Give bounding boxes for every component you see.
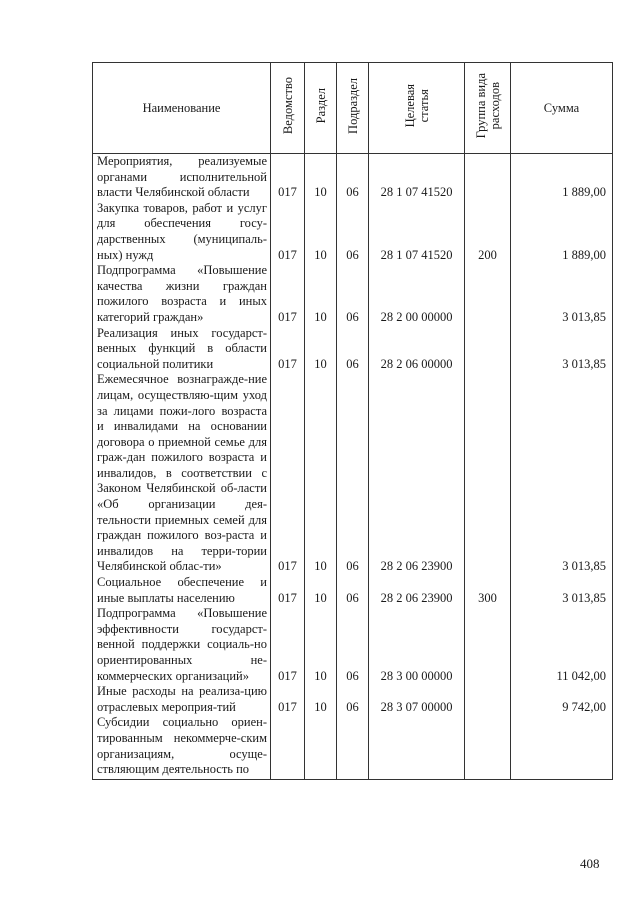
- row-amount: 3 013,85: [511, 372, 613, 575]
- table-row: [93, 263, 613, 325]
- header-subsection: Подраздел: [337, 63, 369, 154]
- row-dept: 017: [271, 326, 305, 373]
- page-number: 408: [580, 856, 600, 871]
- row-amount: 1 889,00: [511, 154, 613, 201]
- row-amount: 3 013,85: [511, 575, 613, 606]
- row-name: Мероприятия, реализуемые органами исполнительной власти Челябинской области: [93, 154, 271, 201]
- row-expense-group: [465, 684, 511, 715]
- row-subsection: [337, 715, 369, 780]
- row-expense-group: [465, 326, 511, 373]
- table-row: [93, 606, 613, 684]
- row-section: 10: [305, 326, 337, 373]
- row-target: 28 2 06 23900: [369, 372, 465, 575]
- table-row: [93, 326, 613, 373]
- row-name: Иные расходы на реализа-цию отраслевых мероприя-тий: [93, 684, 271, 715]
- table-body: [93, 154, 613, 780]
- row-subsection: 06: [337, 326, 369, 373]
- row-name: Подпрограмма «Повышение эффективности государст-венной поддержки социаль-но ориентированных не-коммерческих организаций»: [93, 606, 271, 684]
- row-expense-group: [465, 263, 511, 325]
- row-section: 10: [305, 606, 337, 684]
- row-name: Подпрограмма «Повышение качества жизни граждан пожилого возраста и иных категорий граждан»: [93, 263, 271, 325]
- row-expense-group: 300: [465, 575, 511, 606]
- row-section: 10: [305, 575, 337, 606]
- row-target: 28 1 07 41520: [369, 201, 465, 263]
- row-dept: 017: [271, 263, 305, 325]
- row-target: [369, 715, 465, 780]
- row-target: 28 3 07 00000: [369, 684, 465, 715]
- budget-table: [92, 62, 613, 780]
- row-target: 28 2 00 00000: [369, 263, 465, 325]
- row-subsection: 06: [337, 263, 369, 325]
- table-row: [93, 684, 613, 715]
- row-amount: 1 889,00: [511, 201, 613, 263]
- row-subsection: 06: [337, 575, 369, 606]
- header-name: Наименование: [93, 63, 271, 154]
- row-name: Ежемесячное вознагражде-ние лицам, осуществляю-щим уход за лицами пожи-лого возраста и инвалидами на основании договора о приемной семье для граж-дан пожилого возраста и инвалидов, в соответствии с Законом Челябинской об-ласти «Об организации дея-тельности приемных семей для граждан пожилого воз-раста и инвалидов на терри-тории Челябинской облас-ти»: [93, 372, 271, 575]
- row-name: Субсидии социально ориен-тированным некоммерче-ским организациям, осуще-ствляющим деятельность по: [93, 715, 271, 780]
- row-target: 28 2 06 00000: [369, 326, 465, 373]
- header-dept: Ведомство: [271, 63, 305, 154]
- row-section: 10: [305, 201, 337, 263]
- row-section: 10: [305, 263, 337, 325]
- table-row: [93, 154, 613, 201]
- header-expense-group: Группа вида расходов: [465, 63, 511, 154]
- row-amount: [511, 715, 613, 780]
- row-dept: 017: [271, 201, 305, 263]
- row-expense-group: [465, 154, 511, 201]
- row-expense-group: [465, 372, 511, 575]
- row-target: 28 3 00 00000: [369, 606, 465, 684]
- row-expense-group: 200: [465, 201, 511, 263]
- table-row: [93, 575, 613, 606]
- row-expense-group: [465, 715, 511, 780]
- table-header: [93, 63, 613, 154]
- table-row: [93, 201, 613, 263]
- row-name: Закупка товаров, работ и услуг для обеспечения госу-дарственных (муниципаль-ных) нужд: [93, 201, 271, 263]
- row-section: 10: [305, 154, 337, 201]
- row-subsection: 06: [337, 372, 369, 575]
- row-expense-group: [465, 606, 511, 684]
- row-amount: 3 013,85: [511, 326, 613, 373]
- row-section: 10: [305, 684, 337, 715]
- row-subsection: 06: [337, 606, 369, 684]
- row-dept: 017: [271, 372, 305, 575]
- row-amount: 9 742,00: [511, 684, 613, 715]
- header-amount: Сумма: [511, 63, 613, 154]
- row-name: Социальное обеспечение и иные выплаты населению: [93, 575, 271, 606]
- row-dept: 017: [271, 606, 305, 684]
- table-row: [93, 715, 613, 780]
- row-target: 28 1 07 41520: [369, 154, 465, 201]
- row-subsection: 06: [337, 684, 369, 715]
- row-dept: [271, 715, 305, 780]
- row-subsection: 06: [337, 201, 369, 263]
- row-amount: 3 013,85: [511, 263, 613, 325]
- header-target: Целевая статья: [369, 63, 465, 154]
- table-row: [93, 372, 613, 575]
- row-dept: 017: [271, 684, 305, 715]
- row-section: 10: [305, 372, 337, 575]
- row-amount: 11 042,00: [511, 606, 613, 684]
- row-subsection: 06: [337, 154, 369, 201]
- row-target: 28 2 06 23900: [369, 575, 465, 606]
- row-dept: 017: [271, 575, 305, 606]
- header-section: Раздел: [305, 63, 337, 154]
- row-dept: 017: [271, 154, 305, 201]
- row-name: Реализация иных государст-венных функций в области социальной политики: [93, 326, 271, 373]
- row-section: [305, 715, 337, 780]
